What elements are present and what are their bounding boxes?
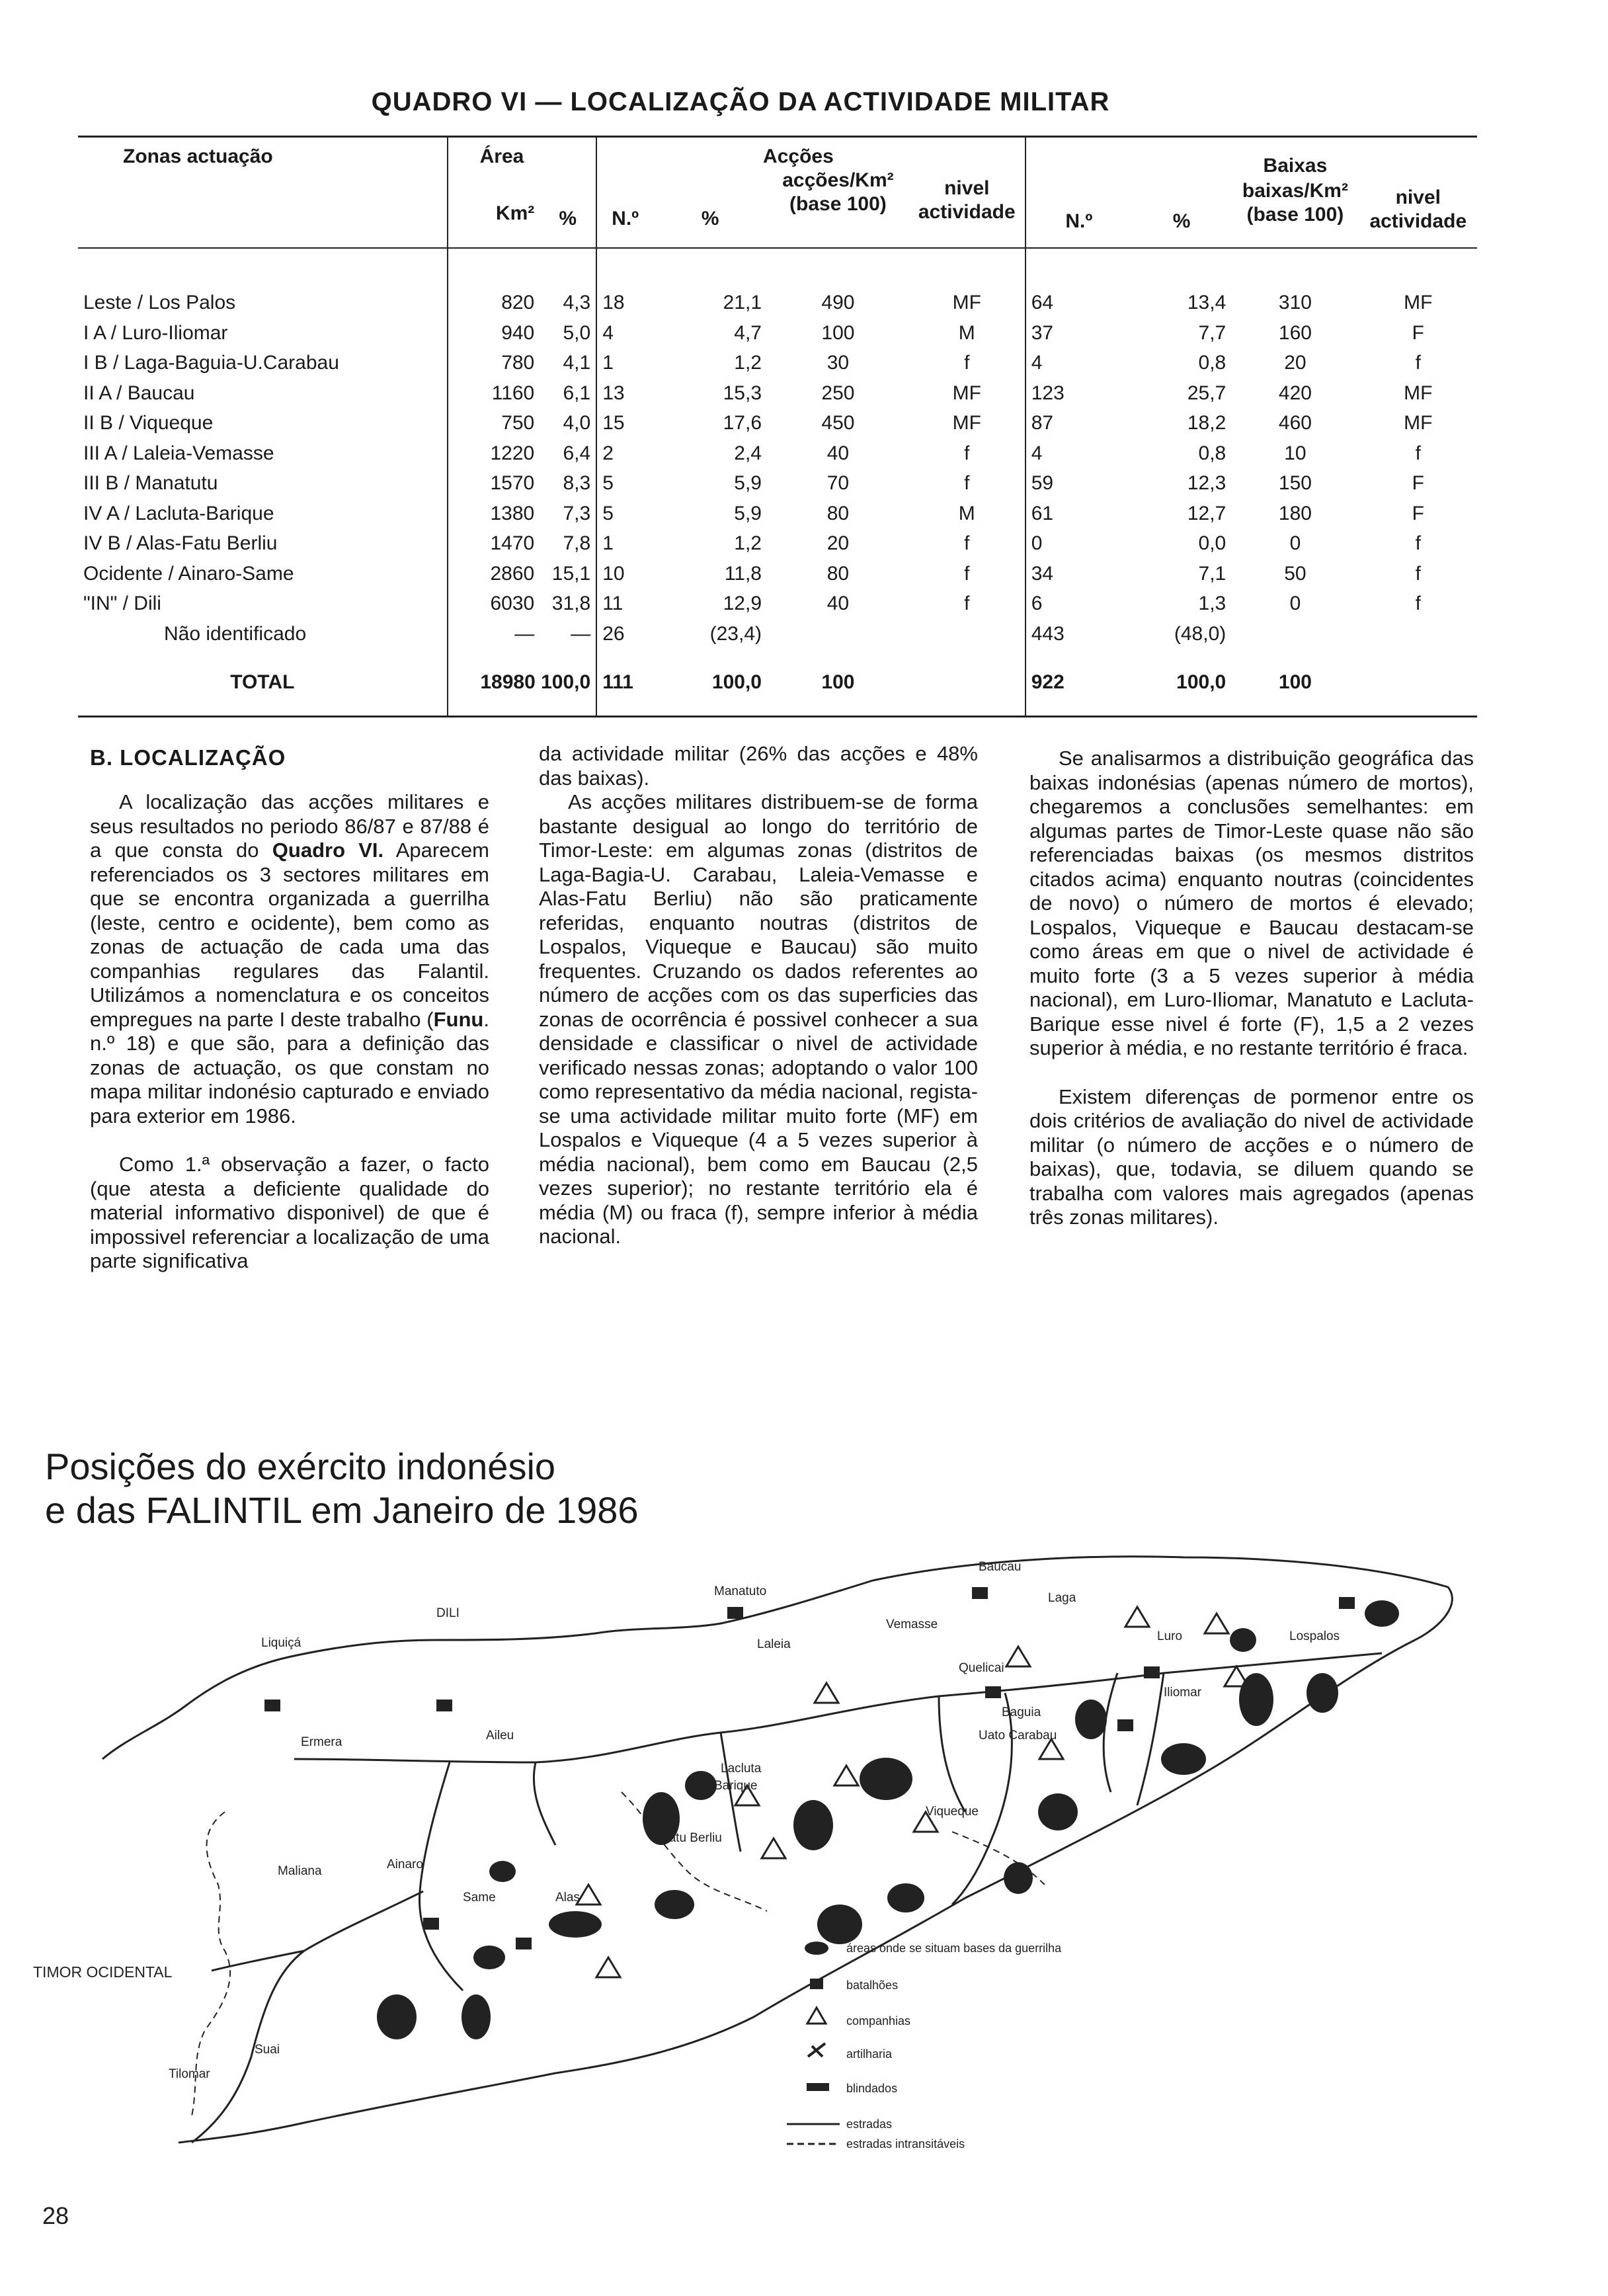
cell-a-base: 450 bbox=[821, 412, 855, 434]
header-baixas-n: N.º bbox=[1025, 137, 1132, 248]
table-row bbox=[78, 469, 1477, 499]
total-km2-pct: 18980 100,0 bbox=[448, 649, 597, 717]
header-accoes-density: Acções acções/Km² (base 100) bbox=[763, 145, 894, 215]
table-row bbox=[78, 619, 1477, 649]
article-column-1 bbox=[90, 790, 489, 1274]
cell-b-pct: 1,3 bbox=[1198, 593, 1226, 615]
total-empty bbox=[1359, 649, 1477, 717]
cell-pct: 4,3 bbox=[563, 292, 591, 314]
label-barique: Barique bbox=[714, 1779, 758, 1793]
label-suai: Suai bbox=[255, 2043, 280, 2057]
label-timor-ocidental: TIMOR OCIDENTAL bbox=[33, 1963, 173, 1981]
cell-a-pct: 4,7 bbox=[734, 321, 762, 344]
cell-b-pct: 0,8 bbox=[1198, 352, 1226, 374]
roads bbox=[192, 1653, 1382, 2143]
cell-zona: I B / Laga-Baguia-U.Carabau bbox=[83, 352, 339, 374]
cell-zona: III A / Laleia-Vemasse bbox=[83, 442, 274, 464]
cell-a-n: 5 bbox=[596, 499, 653, 529]
cell-a-nivel: MF bbox=[952, 382, 981, 404]
cell-a-pct: 17,6 bbox=[723, 412, 762, 434]
header-accoes-nivel: nivel actividade bbox=[918, 177, 1016, 223]
label-iliomar: Iliomar bbox=[1164, 1686, 1202, 1700]
cell-a-base: 250 bbox=[821, 382, 855, 404]
cell-zona: II B / Viqueque bbox=[83, 412, 214, 434]
legend-armored: blindados bbox=[846, 2082, 898, 2095]
cell-zona: I A / Luro-Iliomar bbox=[83, 321, 228, 344]
cell-b-pct: 0,0 bbox=[1198, 532, 1226, 555]
paragraph-6: Existem diferenças de pormenor entre os dois critérios de avaliação do nivel de actividade militar (o número de acções e o número de baixas), que, todavia, se diluem quando se trabalha com valores mais agregados (apenas três zonas militares). bbox=[1029, 1085, 1474, 1229]
cell-a-base: 100 bbox=[821, 321, 855, 344]
cell-a-nivel: M bbox=[958, 502, 975, 524]
legend-artillery: artilharia bbox=[846, 2047, 893, 2061]
cell-km2: 820 bbox=[448, 288, 540, 319]
label-fatu-berliu: Fatu Berliu bbox=[661, 1831, 722, 1845]
cell-b-pct: 13,4 bbox=[1187, 292, 1226, 314]
header-accoes-n: N.º bbox=[596, 137, 653, 248]
table-row bbox=[78, 348, 1477, 379]
cell-zona: Não identificado bbox=[164, 622, 307, 645]
header-baixas-nivel: nivel actividade bbox=[1369, 186, 1467, 232]
total-a-n: 111 bbox=[596, 649, 653, 717]
cell-b-base: 0 bbox=[1289, 593, 1301, 615]
cell-a-nivel: M bbox=[958, 321, 975, 344]
header-accoes-pct: % bbox=[701, 208, 719, 229]
cell-zona: IV B / Alas-Fatu Berliu bbox=[83, 532, 278, 555]
cell-a-n: 5 bbox=[596, 469, 653, 499]
cell-pct: 4,0 bbox=[563, 412, 591, 434]
cell-a-nivel bbox=[909, 619, 1025, 649]
page-number: 28 bbox=[42, 2202, 69, 2229]
cell-a-nivel: f bbox=[964, 593, 970, 615]
label-dili: DILI bbox=[436, 1606, 460, 1620]
timor-map bbox=[26, 1541, 1468, 2169]
label-tilomar: Tilomar bbox=[169, 2067, 210, 2081]
total-row bbox=[78, 649, 1477, 717]
cell-a-base: 70 bbox=[826, 472, 850, 495]
cell-a-base: 40 bbox=[826, 442, 850, 464]
cell-b-n: 443 bbox=[1025, 619, 1132, 649]
cell-a-nivel: MF bbox=[952, 412, 981, 434]
cell-km2: 2860 bbox=[448, 559, 540, 589]
cell-b-base: 0 bbox=[1289, 532, 1301, 555]
cell-b-nivel: f bbox=[1415, 593, 1421, 615]
cell-a-base: 80 bbox=[826, 502, 850, 524]
map-title-line-1: Posições do exército indonésio bbox=[45, 1446, 556, 1487]
cell-a-base: 490 bbox=[821, 292, 855, 314]
cell-a-n: 18 bbox=[596, 288, 653, 319]
label-quelicai: Quelicai bbox=[959, 1661, 1004, 1675]
legend-guerrilla-symbol bbox=[805, 1942, 828, 1955]
cell-b-pct: 7,1 bbox=[1198, 562, 1226, 585]
cell-a-nivel: MF bbox=[952, 292, 981, 314]
cell-a-base: 20 bbox=[826, 532, 850, 555]
cell-km2: — bbox=[448, 619, 540, 649]
cell-a-n: 1 bbox=[596, 348, 653, 379]
cell-a-nivel: f bbox=[964, 562, 970, 585]
cell-b-nivel: MF bbox=[1404, 412, 1433, 434]
cell-b-pct: 12,3 bbox=[1187, 472, 1226, 495]
cell-b-pct: 0,8 bbox=[1198, 442, 1226, 464]
table-row bbox=[78, 409, 1477, 439]
total-a-base: 100 bbox=[767, 649, 909, 717]
cell-b-base: 310 bbox=[1278, 292, 1312, 314]
cell-pct: 5,0 bbox=[563, 321, 591, 344]
cell-b-base: 160 bbox=[1278, 321, 1312, 344]
cell-b-n: 4 bbox=[1025, 348, 1132, 379]
cell-km2: 6030 bbox=[448, 589, 540, 620]
cell-b-nivel: F bbox=[1412, 472, 1424, 495]
map-title-line-2: e das FALINTIL em Janeiro de 1986 bbox=[45, 1489, 639, 1531]
table-row bbox=[78, 318, 1477, 348]
cell-a-pct: (23,4) bbox=[709, 622, 762, 645]
cell-b-nivel: f bbox=[1415, 442, 1421, 464]
cell-a-pct: 21,1 bbox=[723, 292, 762, 314]
cell-a-base bbox=[767, 619, 909, 649]
label-ainaro: Ainaro bbox=[387, 1858, 423, 1871]
label-manatuto: Manatuto bbox=[714, 1584, 767, 1598]
company-markers bbox=[577, 1607, 1248, 1977]
label-uato-carabau: Uato Carabau bbox=[979, 1729, 1057, 1742]
table-row bbox=[78, 499, 1477, 529]
label-aileu: Aileu bbox=[486, 1729, 514, 1742]
cell-b-n: 4 bbox=[1025, 438, 1132, 469]
label-maliana: Maliana bbox=[278, 1864, 322, 1878]
cell-km2: 1160 bbox=[448, 378, 540, 409]
legend-roads: estradas bbox=[846, 2117, 893, 2131]
total-a-pct: 100,0 bbox=[653, 649, 767, 717]
total-b-pct: 100,0 bbox=[1132, 649, 1231, 717]
cell-a-n: 13 bbox=[596, 378, 653, 409]
cell-b-n: 59 bbox=[1025, 469, 1132, 499]
legend-armored-symbol bbox=[807, 2083, 829, 2091]
cell-pct: 7,8 bbox=[563, 532, 591, 555]
cell-a-pct: 15,3 bbox=[723, 382, 762, 404]
cell-b-nivel: F bbox=[1412, 502, 1424, 524]
header-baixas-pct: % bbox=[1172, 210, 1191, 232]
article-column-2 bbox=[539, 742, 978, 1249]
cell-b-n: 64 bbox=[1025, 288, 1132, 319]
cell-b-nivel bbox=[1359, 619, 1477, 649]
cell-a-pct: 5,9 bbox=[734, 472, 762, 495]
cell-km2: 1470 bbox=[448, 529, 540, 559]
cell-a-n: 1 bbox=[596, 529, 653, 559]
table-row bbox=[78, 288, 1477, 319]
cell-zona: Ocidente / Ainaro-Same bbox=[83, 562, 294, 585]
cell-b-n: 6 bbox=[1025, 589, 1132, 620]
paragraph-5: Se analisarmos a distribuição geográfica das baixas indonésias (apenas número de mortos), chegaremos a conclusões semelhantes: em algumas partes de Timor-Leste quase não são referenciadas baixas (os mesmos distritos citados acima) enquanto noutras (coincidentes de novo) o número de mortos é elevado; Lospalos, Viqueque e Baucau destacam-se como áreas em que o nivel de actividade é muito forte (3 a 5 vezes superior à média nacional), em Luro-Iliomar, Manatuto e Lacluta-Barique esse nivel é forte (F), 1,5 a 2 vezes superior à média, e no restante território é fraca. bbox=[1029, 747, 1474, 1059]
cell-b-nivel: f bbox=[1415, 532, 1421, 555]
table-row bbox=[78, 529, 1477, 559]
legend-impassable: estradas intransitáveis bbox=[846, 2137, 965, 2151]
total-label: TOTAL bbox=[78, 649, 448, 717]
article-column-3 bbox=[1029, 747, 1474, 1230]
military-activity-table bbox=[78, 136, 1477, 718]
paragraph-2: Como 1.ª observação a fazer, o facto (que atesta a deficiente qualidade do material informativo disponivel) de que é impossivel referenciar a localização de uma parte significativa bbox=[90, 1153, 489, 1272]
header-km2: Área Km² bbox=[448, 137, 540, 248]
cell-a-base: 80 bbox=[826, 562, 850, 585]
cell-b-base: 180 bbox=[1278, 502, 1312, 524]
cell-b-nivel: F bbox=[1412, 321, 1424, 344]
cell-a-nivel: f bbox=[964, 352, 970, 374]
cell-zona: II A / Baucau bbox=[83, 382, 195, 404]
cell-b-nivel: MF bbox=[1404, 292, 1433, 314]
cell-b-pct: 18,2 bbox=[1187, 412, 1226, 434]
table-row bbox=[78, 378, 1477, 409]
cell-a-base: 40 bbox=[826, 593, 850, 615]
header-baixas-density: Baixas baixas/Km² (base 100) bbox=[1242, 155, 1348, 226]
cell-b-nivel: MF bbox=[1404, 382, 1433, 404]
label-viqueque: Viqueque bbox=[926, 1805, 979, 1819]
total-empty bbox=[909, 649, 1025, 717]
paragraph-3: da actividade militar (26% das acções e 48% das baixas). bbox=[539, 742, 978, 790]
paragraph-1: A localização das acções militares e seus resultados no periodo 86/87 e 87/88 é a que consta do Quadro VI. Aparecem referenciados os 3 sectores militares em que se encontra organizada a guerrilha (leste, centro e ocidente), bem como as zonas de actuação de cada uma das companhias regulares das Falantil. Utilizámos a nomenclatura e os conceitos empregues na parte I deste trabalho (Funu. n.º 18) e que são, para a definição das zonas de actuação, os que constam no mapa militar indonésio capturado e enviado para exterior em 1986. bbox=[90, 790, 489, 1128]
label-baguia: Baguia bbox=[1002, 1705, 1041, 1719]
label-ermera: Ermera bbox=[301, 1735, 342, 1749]
cell-b-n: 87 bbox=[1025, 409, 1132, 439]
cell-b-base bbox=[1231, 619, 1359, 649]
cell-b-base: 150 bbox=[1278, 472, 1312, 495]
legend-guerrilla: áreas onde se situam bases da guerrilha bbox=[846, 1942, 1062, 1955]
cell-b-base: 460 bbox=[1278, 412, 1312, 434]
cell-b-base: 50 bbox=[1284, 562, 1306, 585]
cell-pct: 4,1 bbox=[563, 352, 591, 374]
header-zonas: Zonas actuação bbox=[123, 145, 273, 167]
cell-b-nivel: f bbox=[1415, 352, 1421, 374]
cell-km2: 1380 bbox=[448, 499, 540, 529]
cell-zona: "IN" / Dili bbox=[83, 593, 161, 615]
section-heading: B. LOCALIZAÇÃO bbox=[90, 745, 286, 770]
cell-a-n: 2 bbox=[596, 438, 653, 469]
cell-pct: 8,3 bbox=[563, 472, 591, 495]
label-lacluta: Lacluta bbox=[721, 1762, 762, 1776]
legend-artillery-symbol bbox=[808, 2043, 825, 2057]
table-title: QUADRO VI — LOCALIZAÇÃO DA ACTIVIDADE MILITAR bbox=[371, 87, 1110, 116]
cell-b-base: 10 bbox=[1284, 442, 1306, 464]
cell-a-nivel: f bbox=[964, 472, 970, 495]
paragraph-4: As acções militares distribuem-se de forma bastante desigual ao longo do território de Timor-Leste: em algumas zonas (distritos de Laga-Bagia-U. Carabau, Laleia-Vemasse e Alas-Fatu Berliu) não são praticamente referidas, enquanto noutras (distritos de Lospalos, Viqueque e Baucau) são muito frequentes. Cruzando os dados referentes ao número de acções com os das superficies das zonas de ocorrência é possivel conhecer a sua densidade e classificar o nivel de actividade verificado nessas zonas; adoptando o valor 100 como representativo da média nacional, regista-se uma actividade militar muito forte (MF) em Lospalos e Viqueque (4 a 5 vezes superior à média nacional), bem como em Baucau (2,5 vezes superior); no restante território ela é média (M) ou fraca (f), sempre inferior à média nacional. bbox=[539, 790, 978, 1248]
label-lospalos: Lospalos bbox=[1289, 1629, 1340, 1643]
cell-a-pct: 11,8 bbox=[724, 562, 762, 585]
cell-b-pct: (48,0) bbox=[1174, 622, 1226, 645]
cell-km2: 1570 bbox=[448, 469, 540, 499]
total-b-base: 100 bbox=[1231, 649, 1359, 717]
cell-a-pct: 5,9 bbox=[734, 502, 762, 524]
label-liquica: Liquiçá bbox=[261, 1636, 302, 1650]
label-same: Same bbox=[463, 1891, 496, 1905]
header-area-pct: % bbox=[559, 208, 577, 229]
label-luro: Luro bbox=[1157, 1629, 1183, 1643]
cell-zona: III B / Manatutu bbox=[83, 472, 218, 495]
cell-a-n: 10 bbox=[596, 559, 653, 589]
cell-a-pct: 12,9 bbox=[723, 593, 762, 615]
cell-zona: IV A / Lacluta-Barique bbox=[83, 502, 274, 524]
cell-a-base: 30 bbox=[826, 352, 850, 374]
cell-pct: 15,1 bbox=[551, 562, 591, 585]
cell-a-nivel: f bbox=[964, 442, 970, 464]
total-b-n: 922 bbox=[1025, 649, 1132, 717]
label-laga: Laga bbox=[1048, 1591, 1076, 1605]
cell-b-pct: 12,7 bbox=[1187, 502, 1226, 524]
cell-a-nivel: f bbox=[964, 532, 970, 555]
cell-a-n: 4 bbox=[596, 318, 653, 348]
label-vemasse: Vemasse bbox=[886, 1618, 938, 1631]
table-row bbox=[78, 589, 1477, 620]
cell-b-n: 123 bbox=[1025, 378, 1132, 409]
cell-km2: 750 bbox=[448, 409, 540, 439]
map-title bbox=[45, 1445, 639, 1532]
cell-a-pct: 1,2 bbox=[734, 532, 762, 555]
cell-b-n: 37 bbox=[1025, 318, 1132, 348]
label-baucau: Baucau bbox=[979, 1560, 1022, 1574]
cell-pct: 31,8 bbox=[551, 593, 591, 615]
cell-pct: 6,1 bbox=[563, 382, 591, 404]
label-laleia: Laleia bbox=[757, 1637, 791, 1651]
cell-a-n: 11 bbox=[596, 589, 653, 620]
cell-km2: 780 bbox=[448, 348, 540, 379]
table-row bbox=[78, 438, 1477, 469]
cell-a-n: 26 bbox=[596, 619, 653, 649]
cell-b-base: 420 bbox=[1278, 382, 1312, 404]
cell-b-pct: 25,7 bbox=[1187, 382, 1226, 404]
cell-b-n: 0 bbox=[1025, 529, 1132, 559]
cell-b-pct: 7,7 bbox=[1198, 321, 1226, 344]
legend-companies: companhias bbox=[846, 2014, 911, 2028]
cell-pct: 7,3 bbox=[563, 502, 591, 524]
cell-a-pct: 1,2 bbox=[734, 352, 762, 374]
legend-battalion-symbol bbox=[810, 1979, 823, 1989]
cell-b-n: 61 bbox=[1025, 499, 1132, 529]
map-legend bbox=[787, 1942, 1062, 2151]
cell-pct: — bbox=[571, 622, 591, 645]
cell-zona: Leste / Los Palos bbox=[83, 292, 236, 314]
cell-b-n: 34 bbox=[1025, 559, 1132, 589]
cell-a-pct: 2,4 bbox=[734, 442, 762, 464]
table-row bbox=[78, 559, 1477, 589]
label-alas: Alas bbox=[555, 1891, 580, 1905]
cell-a-n: 15 bbox=[596, 409, 653, 439]
cell-km2: 940 bbox=[448, 318, 540, 348]
cell-b-nivel: f bbox=[1415, 562, 1421, 585]
cell-b-base: 20 bbox=[1284, 352, 1306, 374]
place-labels bbox=[33, 1560, 1340, 2081]
cell-pct: 6,4 bbox=[563, 442, 591, 464]
legend-company-symbol bbox=[807, 2008, 826, 2024]
legend-battalions: batalhões bbox=[846, 1979, 899, 1992]
cell-km2: 1220 bbox=[448, 438, 540, 469]
